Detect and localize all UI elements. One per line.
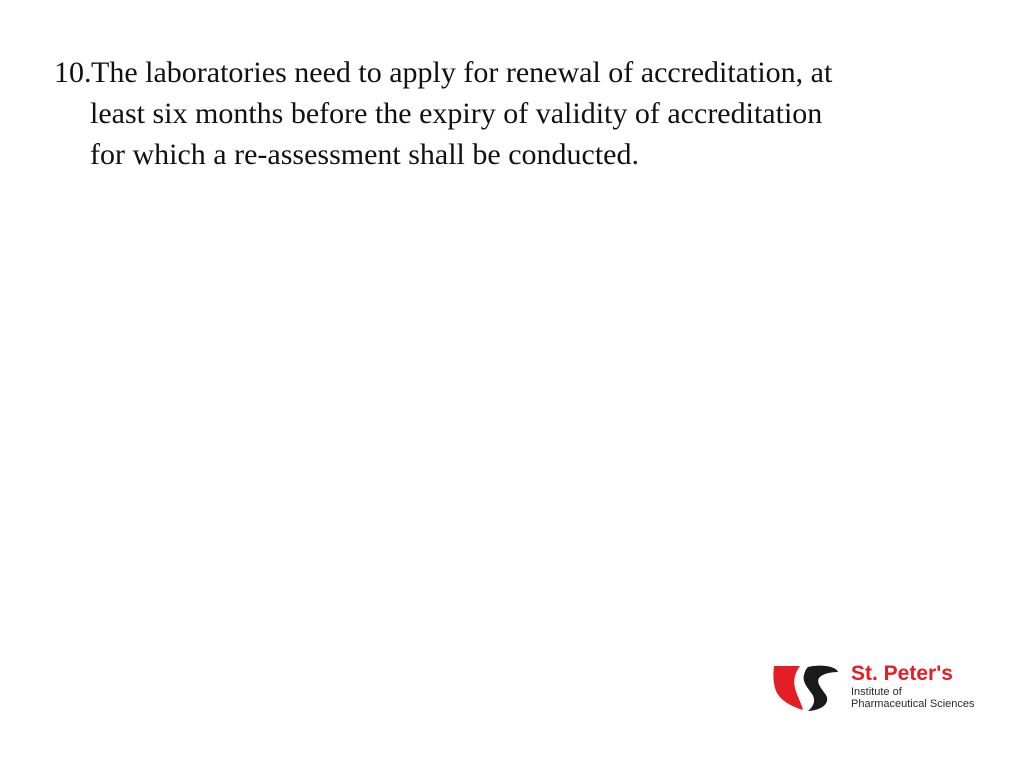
point-text xyxy=(91,52,974,175)
logo-black-swoosh xyxy=(804,666,838,711)
point-line-2: least six months before the expiry of validity of accreditation xyxy=(90,97,823,130)
logo-subtitle-line1: Institute of xyxy=(851,686,902,698)
point-number: 10. xyxy=(54,56,92,89)
logo-subtitle-line2: Pharmaceutical Sciences xyxy=(851,698,975,710)
logo-red-shield xyxy=(773,666,803,710)
institute-logo xyxy=(772,662,1012,716)
point-line-1: The laboratories need to apply for renewal of accreditation, at xyxy=(91,56,833,89)
point-line-3: for which a re-assessment shall be conducted. xyxy=(90,138,639,171)
bullet-point-10 xyxy=(54,52,974,175)
logo-title: St. Peter's xyxy=(851,662,953,685)
logo-mark-icon xyxy=(772,664,840,712)
